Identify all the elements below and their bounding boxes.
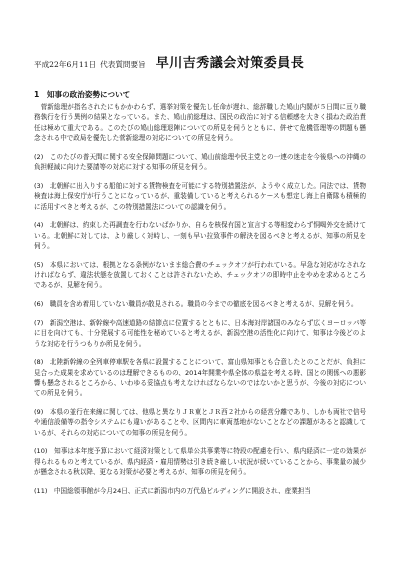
header-kind: 代表質問要旨 bbox=[100, 60, 146, 69]
paragraph: (11) 中国総領事館が今月24日、正式に新潟市内の万代島ビルディングに開設され、産業担当 bbox=[34, 486, 311, 495]
paragraph: (5) 本県においては、根拠となる条例がないまま総合費のチェックオフが行われている。早急な対応がなされなければならず、違法状態を放置しておくことは許されないため、チェックオフの即時中止をやめを求めるところであるが、見解を伺う。 bbox=[34, 260, 366, 290]
paragraph: (6) 職員を含め着用していない職員が散見される。職員の今までの徹底を図るべきと考えるが、見解を伺う。 bbox=[34, 300, 358, 309]
header-date: 平成22年6月11日 bbox=[34, 60, 97, 69]
paragraph-list bbox=[34, 102, 366, 496]
paragraph: (4) 北朝鮮は、約束した再調査を行わないばかりか、自らを核保有国と宣言する等相変わらず恫喝外交を続けている。北朝鮮に対しては、より厳しく対峙し、一刻も早い拉致事件の解決を図るべきと考えるが、知事の所見を伺う。 bbox=[34, 221, 366, 250]
section-heading: 1 知事の政治姿勢について bbox=[34, 90, 131, 99]
document-title: 早川吉秀議会対策委員長 bbox=[155, 56, 305, 71]
paragraph: (8) 北陸新幹線の全列車停車駅を各県に設置することについて、富山県知事とも合意したとのことだが、負担に見合った成果を求めているのは理解できるものの、2014年開業や県全体の県益を考える時、国との関係への悪影響も懸念されるところから、いわゆる妥協点も考えなければならないのではないかと思うが、今後の対応についての所見を伺う。 bbox=[34, 358, 366, 398]
paragraph: (9) 本県の並行在来線に関しては、他県と異なりＪＲ東とＪＲ西２社からの経営分離であり、しかも両社で信号や通信設備等の指令システムにも違いがあることや、区間内に車両基地がないことなどの課題があると認識しているが、それらの対応についての知事の所見を伺う。 bbox=[34, 408, 366, 437]
document-header bbox=[34, 52, 366, 71]
paragraph: (7) 新潟空港は、新幹線や高速道路の結節点に位置するとともに、日本海対岸諸国のみならず広くヨーロッパ等に目を向けても、十分発展する可能性を秘めていると考えるが、新潟空港の活性化に向けて、知事は今後どのような対応を行うつもりか所見を伺う。 bbox=[34, 318, 366, 348]
paragraph: 菅新総理が指名されたにもかかわらず、選挙対策を優先し任命が遅れ、総辞職した鳩山内閣が５日間に亘り職務執行を行う異例の結果となっている。また、鳩山前総理は、国民の政治に対する信頼感を大きく損ねた政治責任は極めて重大である。このたびの鳩山総理退陣についての所見を伺うとともに、併せて危機管理等の問題も懸念される中で政局を優先した菅新総理の対応についての所見を伺う。 bbox=[34, 103, 366, 143]
paragraph: (2) このたびの普天間に関する安全保障問題について、鳩山前総理や民主党との一連の迷走を今後県への沖縄の負担軽減に向けた要請等の対応に対する知事の所見を伺う。 bbox=[34, 152, 366, 172]
paragraph: (10) 知事は本年度予算において経済対策として県単公共事業等に特段の配慮を行い、県内経済に一定の効果が得られるものと考えているが、県内経済・雇用情勢は引き続き厳しい状況が続いていることから、事業量の減少が懸念される秋以降、更なる対策が必要と考えるが、知事の所見を伺う。 bbox=[34, 447, 366, 477]
paragraph: (3) 北朝鮮に出入りする船舶に対する貨物検査を可能にする特別措置法が、ようやく成立した。同法では、貨物検査は海上保安庁が行うことになっているが、重装備していると考えられるケースも想定し海上自衛隊も積極的に活用すべきと考えるが、この特別措置法についての認識を伺う。 bbox=[34, 181, 366, 211]
